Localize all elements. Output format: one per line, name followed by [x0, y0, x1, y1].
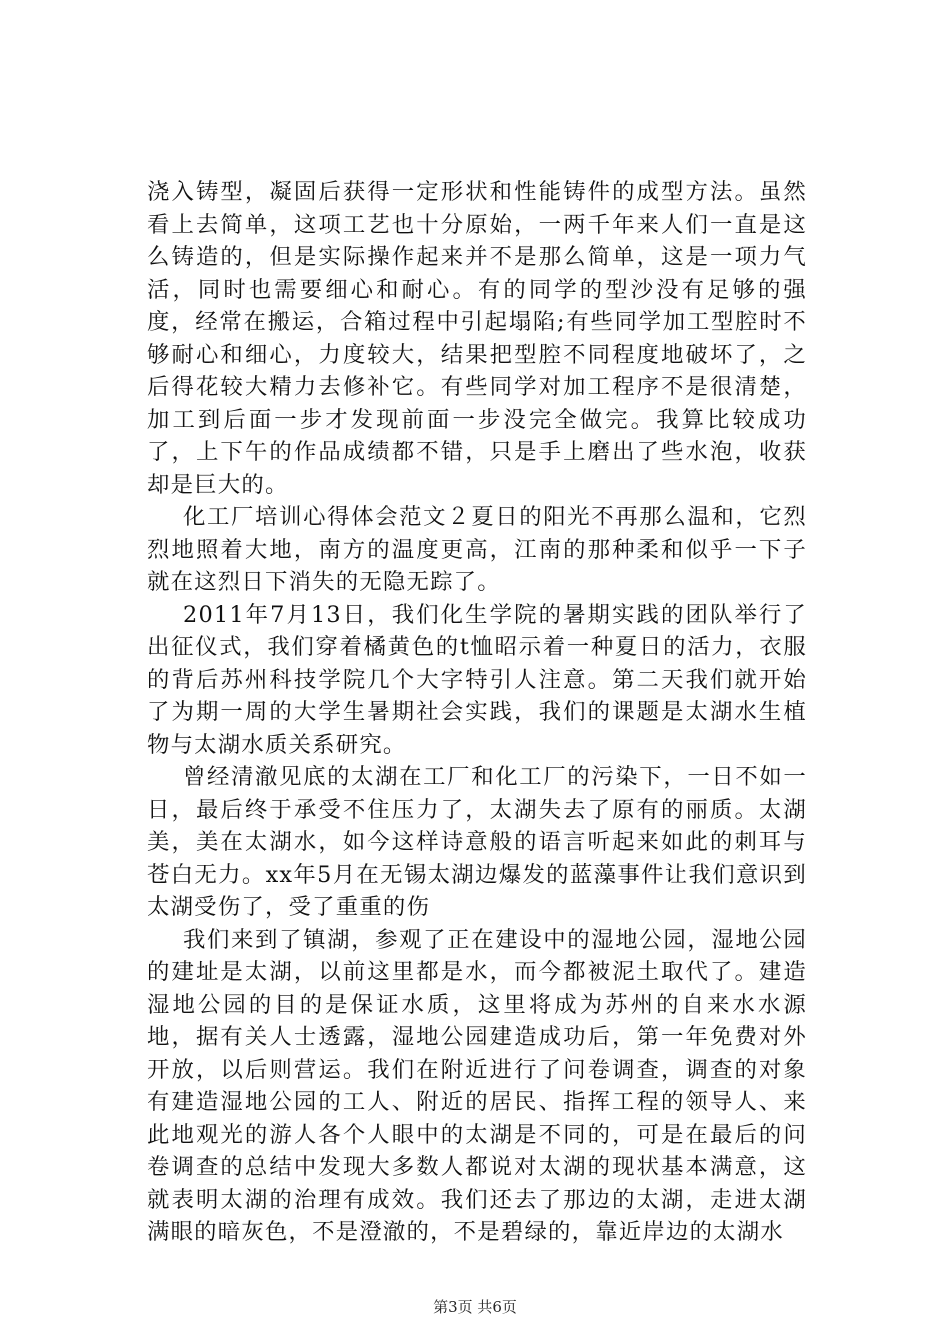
paragraph-taihu-pollution: 曾经清澈见底的太湖在工厂和化工厂的污染下，一日不如一日，最后终于承受不住压力了，太湖失去了原有的丽质。太湖美，美在太湖水，如今这样诗意般的语言听起来如此的刺耳与苍白无力。xx年5月在无锡太湖边爆发的蓝藻事件让我们意识到太湖受伤了，受了重重的伤 — [147, 764, 807, 920]
paragraph-summer-practice: 2011年7月13日，我们化生学院的暑期实践的团队举行了出征仪式，我们穿着橘黄色的t恤昭示着一种夏日的活力，衣服的背后苏州科技学院几个大字特引人注意。第二天我们就开始了为期一周的大学生暑期社会实践，我们的课题是太湖水生植物与太湖水质关系研究。 — [147, 601, 807, 758]
document-body — [147, 176, 807, 1249]
paragraph-training-intro: 化工厂培训心得体会范文２夏日的阳光不再那么温和，它烈烈地照着大地，南方的温度更高，江南的那种柔和似乎一下子就在这烈日下消失的无隐无踪了。 — [147, 504, 807, 595]
paragraph-wetland-park: 我们来到了镇湖，参观了正在建设中的湿地公园，湿地公园的建址是太湖，以前这里都是水，而今都被泥土取代了。建造湿地公园的目的是保证水质，这里将成为苏州的自来水水源地，据有关人士透露，湿地公园建造成功后，第一年免费对外开放，以后则营运。我们在附近进行了问卷调查，调查的对象有建造湿地公园的工人、附近的居民、指挥工程的领导人、来此地观光的游人各个人眼中的太湖是不同的，可是在最后的问卷调查的总结中发现大多数人都说对太湖的现状基本满意，这就表明太湖的治理有成效。我们还去了那边的太湖，走进太湖满眼的暗灰色，不是澄澈的，不是碧绿的，靠近岸边的太湖水 — [147, 926, 807, 1245]
paragraph-casting: 浇入铸型，凝固后获得一定形状和性能铸件的成型方法。虽然看上去简单，这项工艺也十分原始，一两千年来人们一直是这么铸造的，但是实际操作起来并不是那么简单，这是一项力气活，同时也需要细心和耐心。有的同学的型沙没有足够的强度，经常在搬运，合箱过程中引起塌陷;有些同学加工型腔时不够耐心和细心，力度较大，结果把型腔不同程度地破坏了，之后得花较大精力去修补它。有些同学对加工程序不是很清楚，加工到后面一步才发现前面一步没完全做完。我算比较成功了，上下午的作品成绩都不错，只是手上磨出了些水泡，收获却是巨大的。 — [147, 179, 807, 498]
page-footer: 第3页 共6页 — [433, 1298, 517, 1316]
